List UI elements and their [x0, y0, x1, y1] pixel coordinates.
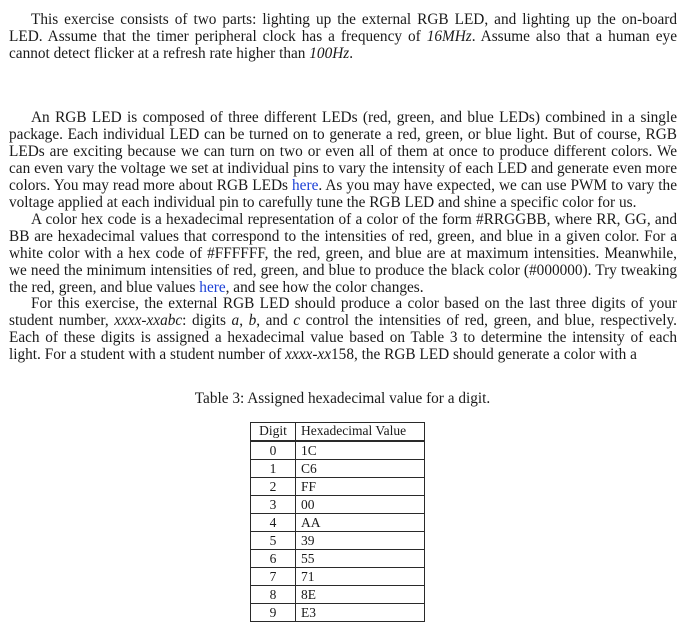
student-number-pattern: xxxx-xxabc — [114, 312, 183, 329]
color-values-here-link[interactable]: here — [199, 279, 226, 296]
digit-cell: 9 — [251, 604, 296, 622]
table-row — [251, 460, 425, 478]
digit-cell: 0 — [251, 441, 296, 460]
table-row — [251, 586, 425, 604]
example-number-prefix: xxxx-xx — [285, 346, 332, 363]
hex-cell: 39 — [296, 532, 425, 550]
digit-cell: 2 — [251, 478, 296, 496]
digit-column-header: Digit — [251, 423, 296, 442]
hex-cell: AA — [296, 514, 425, 532]
hex-cell: 55 — [296, 550, 425, 568]
digit-cell: 8 — [251, 586, 296, 604]
paragraph-rgb-led: An RGB LED is composed of three different LEDs (red, green, and blue LEDs) combined in a single package. Each individual LED can be turned on to generate a red, green, or blue light. But of course, RGB LEDs are exciting because we can turn on two or even all of them at once to produce different colors. We can even vary the voltage we set at individual pins to vary the intensity of each LED and generate even more colors. You may read more about RGB LEDs here. As you may have expected, we can use PWM to vary the voltage applied at each individual pin to carefully tune the RGB LED and shine a specific color for us. — [9, 109, 677, 211]
hex-value-table — [250, 422, 425, 622]
example-number-digits: 158 — [331, 346, 354, 363]
table-row — [251, 568, 425, 586]
refresh-rate-value: 100Hz — [309, 45, 350, 62]
digit-cell: 6 — [251, 550, 296, 568]
hex-column-header: Hexadecimal Value — [296, 423, 425, 442]
table-row — [251, 478, 425, 496]
paragraph-student-number: For this exercise, the external RGB LED should produce a color based on the last three digits of your student number, xxxx-xxabc: digits a, b, and c control the intensities of red, green, and blue, respectively. Each of these digits is assigned a hexadecimal value based on Table 3 to determine the intensity of each light. For a student with a student number of xxxx-xx158, the RGB LED should generate a color with a — [9, 295, 678, 363]
table-row — [251, 550, 425, 568]
table-row — [251, 441, 425, 460]
table-row — [251, 532, 425, 550]
digit-cell: 4 — [251, 514, 296, 532]
digit-cell: 1 — [251, 460, 296, 478]
table-row — [251, 496, 425, 514]
table-row — [251, 604, 425, 622]
digit-cell: 5 — [251, 532, 296, 550]
paragraph-exercise-intro: This exercise consists of two parts: lighting up the external RGB LED, and lighting up the on-board LED. Assume that the timer peripheral clock has a frequency of 16MHz. Assume also that a human eye cannot detect flicker at a refresh rate higher than 100Hz. — [9, 11, 677, 62]
rgb-led-here-link[interactable]: here — [292, 177, 319, 194]
hex-cell: FF — [296, 478, 425, 496]
hex-cell: 8E — [296, 586, 425, 604]
hex-cell: 00 — [296, 496, 425, 514]
hex-cell: C6 — [296, 460, 425, 478]
hex-cell: E3 — [296, 604, 425, 622]
table-row — [251, 514, 425, 532]
table-header-row — [251, 423, 425, 442]
frequency-value: 16MHz — [426, 28, 472, 45]
table-caption: Table 3: Assigned hexadecimal value for a digit. — [194, 390, 491, 407]
digit-cell: 7 — [251, 568, 296, 586]
hex-cell: 71 — [296, 568, 425, 586]
digit-cell: 3 — [251, 496, 296, 514]
hex-cell: 1C — [296, 441, 425, 460]
paragraph-hex-code: A color hex code is a hexadecimal representation of a color of the form #RRGGBB, where RR, GG, and BB are hexadecimal values that correspond to the intensities of red, green, and blue in a given color. For a white color with a hex code of #FFFFFF, the red, green, and blue are at maximum intensities. Meanwhile, we need the minimum intensities of red, green, and blue to produce the black color (#000000). Try tweaking the red, green, and blue values here, and see how the color changes. — [9, 211, 677, 296]
